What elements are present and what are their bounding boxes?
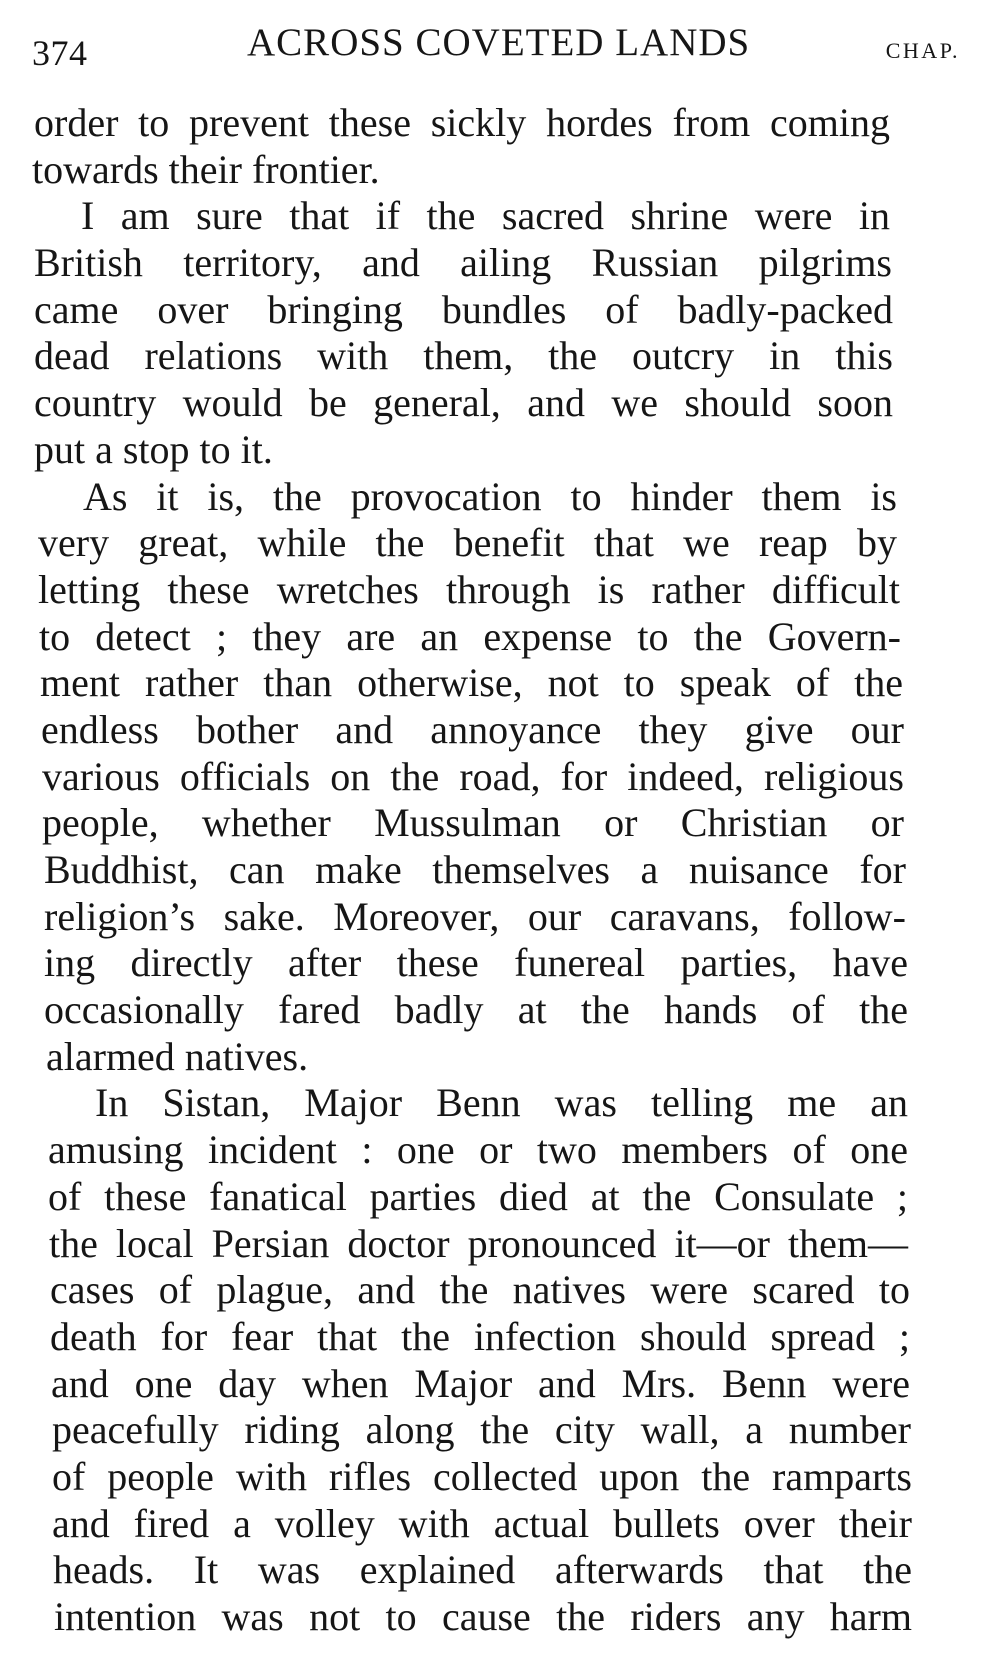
text-line: ment rather than otherwise, not to speak of the [40, 660, 903, 706]
text-line: death for fear that the infection should spread ; [50, 1313, 910, 1359]
text-line: the local Persian doctor pronounced it—or them— [49, 1220, 908, 1266]
text-line: Buddhist, can make themselves a nuisance for [44, 847, 906, 892]
text-line: In Sistan, Major Benn was telling me an [95, 1080, 908, 1126]
text-line: cases of plague, and the natives were scared to [50, 1267, 910, 1313]
text-line: I am sure that if the sacred shrine were in [81, 193, 890, 239]
text-line: alarmed natives. [46, 1033, 309, 1079]
text-line: very great, while the benefit that we reap by [38, 520, 897, 566]
text-line: put a stop to it. [34, 426, 273, 472]
text-line: ing directly after these funereal parties, have [44, 940, 908, 986]
text-line: peacefully riding along the city wall, a number [52, 1407, 911, 1453]
page-number: 374 [32, 33, 88, 73]
text-line: came over bringing bundles of badly-packed [34, 286, 893, 332]
text-line: to detect ; they are an expense to the Govern- [39, 613, 901, 659]
text-line: towards their frontier. [32, 146, 380, 192]
text-line: religion’s sake. Moreover, our caravans, follow- [44, 893, 906, 939]
text-line: order to prevent these sickly hordes from coming [34, 100, 890, 145]
text-line: various officials on the road, for indeed, religious [42, 753, 904, 799]
text-line: of these fanatical parties died at the Consulate ; [48, 1173, 908, 1219]
page-header [32, 18, 960, 74]
text-line: amusing incident : one or two members of one [48, 1127, 908, 1173]
text-line: country would be general, and we should soon [34, 380, 893, 426]
text-line: intention was not to cause the riders any harm [54, 1594, 912, 1639]
text-line: dead relations with them, the outcry in this [34, 333, 893, 379]
text-line: of people with rifles collected upon the ramparts [52, 1453, 912, 1499]
text-line: British territory, and ailing Russian pilgrims [34, 240, 892, 286]
body-text [32, 100, 962, 1641]
text-line: occasionally fared badly at the hands of the [44, 987, 908, 1033]
running-title: ACROSS COVETED LANDS [247, 21, 751, 64]
text-line: letting these wretches through is rather difficult [38, 566, 900, 612]
text-line: and fired a volley with actual bullets over their [52, 1500, 912, 1546]
text-line: people, whether Mussulman or Christian or [42, 800, 904, 846]
text-line: As it is, the provocation to hinder them is [83, 473, 897, 519]
chapter-label: CHAP. [885, 38, 960, 63]
text-line: and one day when Major and Mrs. Benn were [51, 1360, 910, 1406]
text-line: endless bother and annoyance they give our [41, 706, 904, 752]
text-line: heads. It was explained afterwards that the [53, 1547, 912, 1593]
